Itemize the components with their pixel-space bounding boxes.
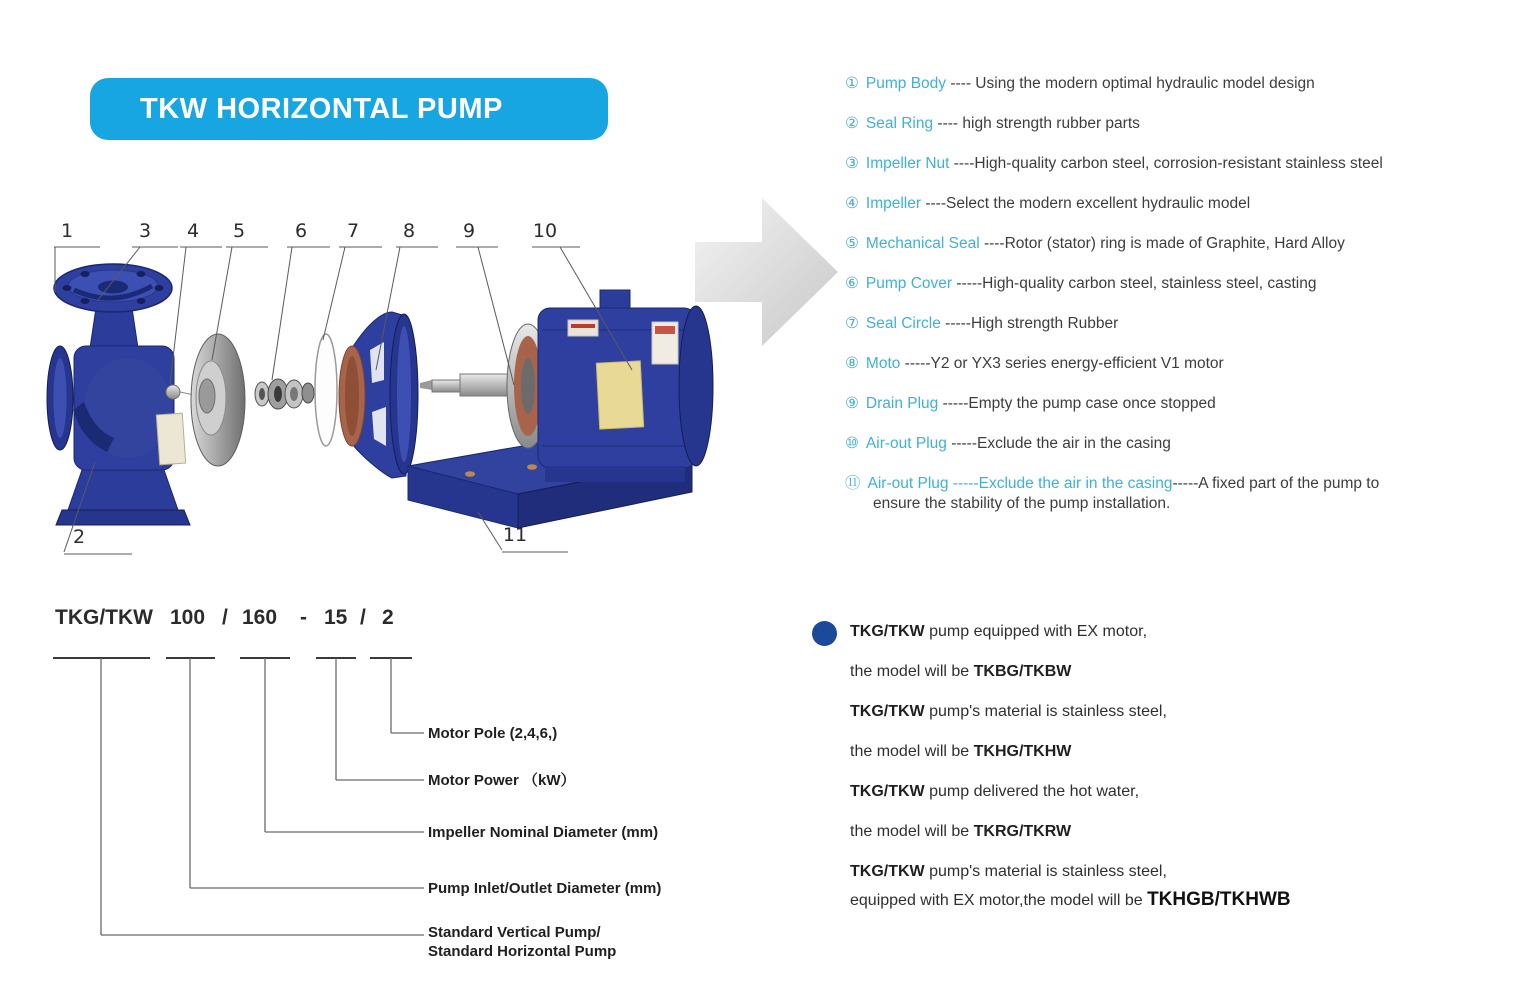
callout-7: 7 [346,220,360,242]
note-line: TKG/TKW pump delivered the hot water, [850,783,1140,800]
part-number-badge: ⑥ [845,275,859,292]
part-number-badge: ⑦ [845,315,859,332]
bullet-dot [812,621,837,646]
exploded-pump-diagram [40,220,740,580]
note-line: equipped with EX motor,the model will be TKHGB/TKHWB [850,889,1291,910]
part-number-badge: ③ [845,155,859,172]
callout-3: 3 [138,220,152,242]
label-impeller-diameter: Impeller Nominal Diameter (mm) [428,824,659,841]
callout-4: 4 [186,220,200,242]
part-item-6: ⑥ Pump Cover -----High-quality carbon steel, stainless steel, casting [845,275,1317,292]
model-separator-dash: - [300,606,307,629]
part-number-badge: ⑧ [845,355,859,372]
part-number-badge: ② [845,115,859,132]
model-segment-impeller: 160 [242,606,278,629]
callout-10: 10 [532,220,558,242]
model-segment-inlet: 100 [170,606,206,629]
part-item-11: ⑪ Air-out Plug -----Exclude the air in the casing-----A fixed part of the pump to ensure the stability of the pump installation. [845,475,1380,512]
page-title: TKW HORIZONTAL PUMP [140,92,503,125]
callout-1: 1 [60,220,74,242]
part-number-badge: ④ [845,195,859,212]
callout-5: 5 [232,220,246,242]
part-number-badge: ⑤ [845,235,859,252]
callout-6: 6 [294,220,308,242]
model-segment-pole: 2 [382,606,394,629]
part-item-1: ① Pump Body ---- Using the modern optimal hydraulic model design [845,75,1315,92]
seal-circle-illustration [315,334,337,446]
mechanical-seal-illustration [255,379,314,409]
part-number-badge: ① [845,75,859,92]
model-segment-power: 15 [324,606,348,629]
part-item-7: ⑦ Seal Circle -----High strength Rubber [845,315,1119,332]
part-item-2: ② Seal Ring ---- high strength rubber parts [845,115,1140,132]
note-line: TKG/TKW pump equipped with EX motor, [850,623,1148,640]
part-item-8: ⑧ Moto -----Y2 or YX3 series energy-efficient V1 motor [845,355,1224,372]
parts-legend [845,74,1500,534]
part-item-9: ⑨ Drain Plug -----Empty the pump case once stopped [845,395,1216,412]
model-breakdown-lines [0,600,760,1000]
right-arrow-graphic [690,190,845,355]
title-banner [90,78,608,140]
part-number-badge: ⑨ [845,395,859,412]
model-variant-notes [850,621,1490,930]
note-line: the model will be TKRG/TKRW [850,823,1072,840]
callout-9: 9 [462,220,476,242]
note-line: the model will be TKHG/TKHW [850,743,1072,760]
model-separator-slash2: / [360,606,366,629]
motor-nameplate [596,361,643,429]
label-motor-pole: Motor Pole (2,4,6,) [428,725,558,742]
part-number-badge: ⑩ [845,435,859,452]
motor-illustration [420,290,713,482]
pump-cover-illustration [339,312,418,478]
model-separator-slash: / [222,606,228,629]
motor-shaft-illustration [432,380,462,392]
label-standard-pump: Standard Vertical Pump/ Standard Horizontal Pump [428,924,617,960]
pump-body-label-sticker [156,413,185,465]
part-item-4: ④ Impeller ----Select the modern excellent hydraulic model [845,195,1251,212]
model-segment-series: TKG/TKW [55,606,153,629]
part-item-10: ⑩ Air-out Plug -----Exclude the air in the casing [845,435,1171,452]
label-inlet-outlet: Pump Inlet/Outlet Diameter (mm) [428,880,662,897]
part-item-5: ⑤ Mechanical Seal ----Rotor (stator) ring is made of Graphite, Hard Alloy [845,235,1345,252]
pump-diagram-art [40,220,740,580]
note-line: TKG/TKW pump's material is stainless steel, [850,703,1167,720]
impeller-nut-illustration [166,385,180,399]
note-line: the model will be TKBG/TKBW [850,663,1072,680]
part-number-badge: ⑪ [845,475,861,492]
part-item-3: ③ Impeller Nut ----High-quality carbon steel, corrosion-resistant stainless steel [845,155,1383,172]
label-motor-power: Motor Power （kW） [428,772,576,789]
callout-8: 8 [402,220,416,242]
callout-2: 2 [72,526,86,548]
callout-11: 11 [502,524,528,546]
note-line: TKG/TKW pump's material is stainless steel, [850,863,1167,880]
